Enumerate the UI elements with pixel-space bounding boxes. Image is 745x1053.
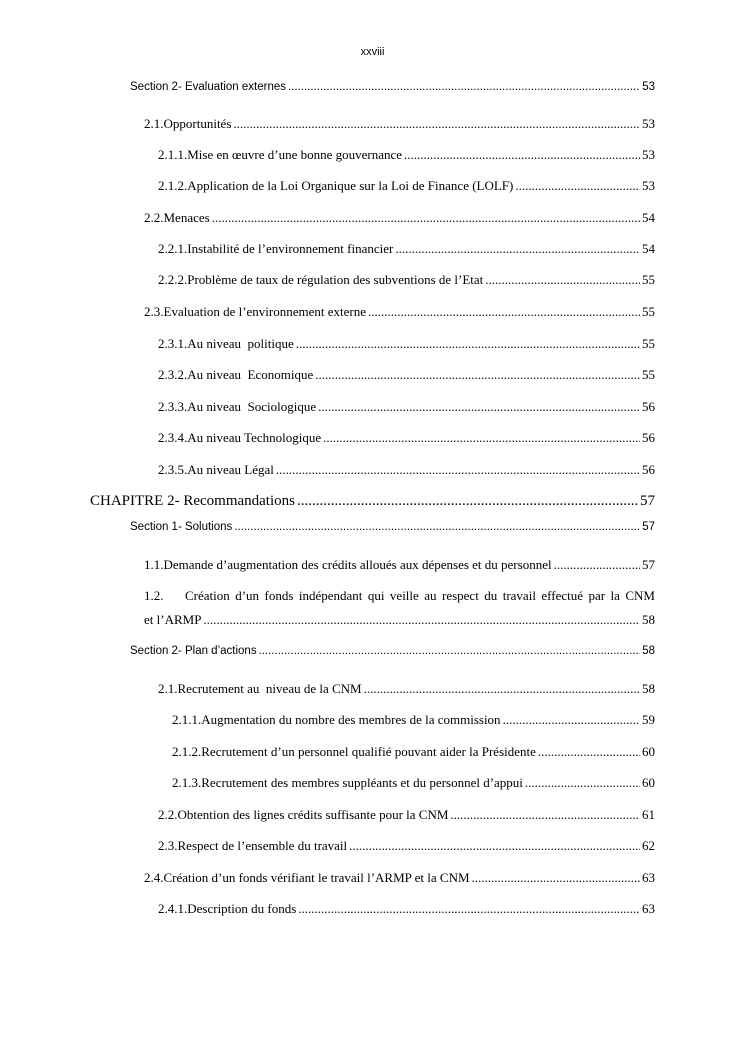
- toc-leader: [349, 838, 640, 854]
- toc-entry-number: 2.3.2.: [158, 367, 188, 382]
- toc-entry-number: 2.4.: [144, 870, 164, 885]
- toc-leader: [525, 775, 640, 791]
- toc-entry-page: 56: [642, 462, 655, 477]
- toc-entry-page: 53: [642, 81, 655, 93]
- toc-entry-title: Mise en œuvre d’une bonne gouvernance: [187, 147, 403, 162]
- toc-entry[interactable]: [144, 116, 655, 132]
- toc-entry[interactable]: [144, 612, 655, 628]
- toc-entry-page: 61: [642, 807, 655, 822]
- toc-entry[interactable]: [158, 367, 655, 383]
- toc-entry-page: 63: [642, 870, 655, 885]
- toc-entry-title: Recrutement des membres suppléants et du personnel d’appui: [201, 775, 523, 790]
- toc-entry-number: 2.3.: [144, 304, 164, 319]
- toc-leader: [233, 116, 640, 132]
- toc-entry-number: 2.3.3.: [158, 399, 188, 414]
- toc-entry[interactable]: [172, 744, 655, 760]
- toc-entry[interactable]: [130, 79, 655, 95]
- toc-entry-title: Au niveau Sociologique: [187, 399, 317, 414]
- toc-entry-title: Evaluation de l’environnement externe: [163, 304, 367, 319]
- toc-entry-title: Section 2- Plan d’actions: [130, 645, 257, 657]
- toc-entry-title: Instabilité de l’environnement financier: [187, 241, 394, 256]
- toc-entry-page: 55: [642, 336, 655, 351]
- toc-entry-title: Problème de taux de régulation des subventions de l’Etat: [187, 272, 484, 287]
- toc-entry-page: 53: [642, 147, 655, 162]
- toc-entry-title: Au niveau politique: [187, 336, 294, 351]
- toc-chapter-entry[interactable]: [90, 492, 655, 510]
- toc-entry-number: 2.1.3.: [172, 775, 202, 790]
- toc-entry-title: Création d’un fonds indépendant qui veille au respect du travail effectué par la CNM: [185, 588, 655, 603]
- toc-entry-title: CHAPITRE 2- Recommandations: [90, 493, 295, 509]
- toc-leader: [318, 399, 640, 415]
- toc-leader: [276, 462, 640, 478]
- toc-entry-number: 2.1.2.: [158, 178, 188, 193]
- toc-entry-title: Recrutement au niveau de la CNM: [177, 681, 362, 696]
- toc-entry-number: 1.1.: [144, 557, 164, 572]
- toc-entry-title: Obtention des lignes crédits suffisante pour la CNM: [177, 807, 449, 822]
- toc-entry-page: 58: [642, 645, 655, 657]
- toc-entry-wrapped-first-line[interactable]: [144, 588, 655, 604]
- toc-entry-title: Augmentation du nombre des membres de la commission: [201, 712, 501, 727]
- toc-leader: [288, 79, 640, 95]
- toc-entry-title: Application de la Loi Organique sur la Loi de Finance (LOLF): [187, 178, 514, 193]
- toc-leader: [298, 901, 640, 917]
- toc-entry-page: 55: [642, 304, 655, 319]
- toc-leader: [395, 241, 640, 257]
- toc-leader: [538, 744, 640, 760]
- page-number: xxviii: [360, 46, 385, 58]
- toc-leader: [259, 643, 641, 659]
- toc-entry[interactable]: [158, 901, 655, 917]
- toc-leader: [297, 492, 638, 510]
- toc-entry-number: 2.3.: [158, 838, 178, 853]
- toc-leader: [503, 712, 640, 728]
- toc-entry-title: Menaces: [163, 210, 210, 225]
- toc-leader: [296, 336, 640, 352]
- toc-entry-title: Recrutement d’un personnel qualifié pouvant aider la Présidente: [201, 744, 536, 759]
- toc-entry-title-continued: et l’ARMP: [144, 612, 202, 627]
- toc-entry[interactable]: [144, 304, 655, 320]
- toc-entry[interactable]: [144, 870, 655, 886]
- toc-entry-number: 2.1.2.: [172, 744, 202, 759]
- toc-entry[interactable]: [172, 775, 655, 791]
- toc-entry[interactable]: [144, 557, 655, 573]
- toc-entry-page: 59: [642, 712, 655, 727]
- toc-entry-page: 63: [642, 901, 655, 916]
- toc-entry[interactable]: [158, 336, 655, 352]
- toc-entry-page: 62: [642, 838, 655, 853]
- toc-entry-title: Demande d’augmentation des crédits alloués aux dépenses et du personnel: [163, 557, 552, 572]
- toc-entry-number: 2.2.: [158, 807, 178, 822]
- toc-entry-page: 56: [642, 430, 655, 445]
- toc-entry[interactable]: [144, 210, 655, 226]
- toc-entry-page: 58: [642, 681, 655, 696]
- toc-entry-page: 58: [642, 612, 655, 627]
- toc-entry-title: Création d’un fonds vérifiant le travail l’ARMP et la CNM: [163, 870, 470, 885]
- toc-entry-number: 1.2.: [144, 588, 164, 603]
- toc-leader: [515, 178, 640, 194]
- toc-entry[interactable]: [158, 430, 655, 446]
- toc-leader: [203, 612, 640, 628]
- toc-leader: [234, 519, 640, 535]
- toc-entry-title: Opportunités: [163, 116, 232, 131]
- toc-entry-page: 56: [642, 399, 655, 414]
- toc-entry-page: 55: [642, 272, 655, 287]
- toc-leader: [364, 681, 640, 697]
- toc-entry-number: 2.2.2.: [158, 272, 188, 287]
- toc-entry-number: 2.3.4.: [158, 430, 188, 445]
- toc-leader: [323, 430, 640, 446]
- toc-entry[interactable]: [158, 272, 655, 288]
- toc-entry-page: 54: [642, 241, 655, 256]
- toc-entry-title: Respect de l’ensemble du travail: [177, 838, 348, 853]
- toc-leader: [472, 870, 640, 886]
- toc-entry-page: 53: [642, 178, 655, 193]
- toc-leader: [368, 304, 640, 320]
- toc-entry-title: Section 2- Evaluation externes: [130, 81, 286, 93]
- toc-entry-number: 2.1.: [158, 681, 178, 696]
- toc-entry-title: Section 1- Solutions: [130, 521, 233, 533]
- toc-entry-number: 2.4.1.: [158, 901, 188, 916]
- toc-leader: [404, 147, 640, 163]
- toc-leader: [450, 807, 640, 823]
- toc-entry-title: Description du fonds: [187, 901, 297, 916]
- toc-leader: [315, 367, 640, 383]
- toc-entry[interactable]: [158, 399, 655, 415]
- toc-entry-number: 2.1.1.: [172, 712, 202, 727]
- toc-entry-number: 2.3.5.: [158, 462, 188, 477]
- toc-entry-page: 53: [642, 116, 655, 131]
- toc-entry[interactable]: [158, 178, 655, 194]
- toc-entry-number: 2.2.: [144, 210, 164, 225]
- toc-entry[interactable]: [158, 241, 655, 257]
- toc-entry-page: 57: [642, 521, 655, 533]
- toc-entry[interactable]: [130, 519, 655, 535]
- toc-leader: [554, 557, 640, 573]
- toc-entry-number: 2.1.1.: [158, 147, 188, 162]
- toc-entry-title: Au niveau Economique: [187, 367, 314, 382]
- toc-entry-number: 2.1.: [144, 116, 164, 131]
- toc-entry[interactable]: [158, 462, 655, 478]
- toc-entry-title: Au niveau Légal: [187, 462, 274, 477]
- toc-entry-page: 54: [642, 210, 655, 225]
- toc-entry-page: 60: [642, 744, 655, 759]
- toc-leader: [485, 272, 640, 288]
- toc-entry-page: 60: [642, 775, 655, 790]
- toc-entry-page: 57: [640, 493, 655, 509]
- toc-entry[interactable]: [130, 643, 655, 659]
- toc-entry[interactable]: [158, 681, 655, 697]
- toc-entry-title: Au niveau Technologique: [187, 430, 322, 445]
- toc-entry-page: 55: [642, 367, 655, 382]
- toc-entry[interactable]: [172, 712, 655, 728]
- toc-entry-number: 2.3.1.: [158, 336, 188, 351]
- toc-entry[interactable]: [158, 147, 655, 163]
- toc-entry[interactable]: [158, 838, 655, 854]
- toc-entry-page: 57: [642, 557, 655, 572]
- toc-leader: [212, 210, 640, 226]
- toc-entry[interactable]: [158, 807, 655, 823]
- toc-entry-number: 2.2.1.: [158, 241, 188, 256]
